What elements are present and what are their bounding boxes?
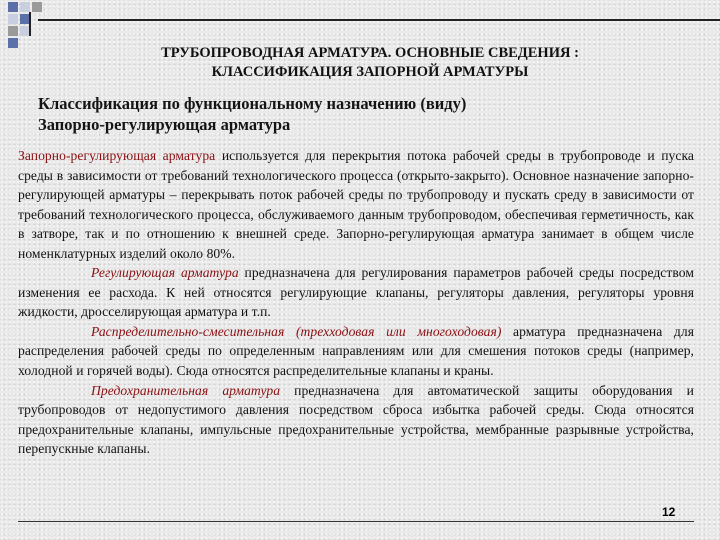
paragraph-safety xyxy=(18,381,694,459)
term-distributing-mixing: Распределительно-смесительная (трехходовая или многоходовая) xyxy=(91,323,502,339)
paragraph-regulating xyxy=(18,263,694,322)
section-heading xyxy=(38,93,698,135)
paragraph-text: арматура предназначена для распределения рабочей среды по определенным направлениям или для смешения потоков среды (например, холодной и горячей воды). Сюда относятся распределительные клапаны и краны. xyxy=(18,323,694,379)
header-rule xyxy=(38,19,720,21)
paragraph-text: предназначена для автоматической защиты оборудования и трубопроводов от недопустимого давления посредством сброса избытка рабочей среды. Сюда относятся предохранительные клапаны, импульсные предохранительные устройства, мембранные разрывные устройства, перепускные клапаны. xyxy=(18,382,694,457)
term-regulating: Регулирующая арматура xyxy=(91,265,239,281)
section-heading-line: Классификация по функциональному назначению (виду) xyxy=(38,94,467,113)
deco-square xyxy=(8,14,18,24)
deco-square xyxy=(20,2,30,12)
body-text xyxy=(18,146,694,459)
paragraph-text: используется для перекрытия потока рабочей среды в трубопроводе и пуска среды в зависимости от требований технологического процесса (открыто-закрыто). Основное назначение запорно-регулирующей арматуры – перекрывать поток рабочей среды по трубопроводу и пускать среду в зависимости от требований технологического процесса, обслуживаемого данным трубопроводом, обеспечивая герметичность, как в затворе, так и по отношению к внешней среде. Запорно-регулирующая арматура занимает в общем числе номенклатурных изделий около 80%. xyxy=(18,148,695,261)
deco-square xyxy=(32,2,42,12)
term-locking-regulating: Запорно-регулирующая арматура xyxy=(18,148,216,163)
slide-title-line: КЛАССИФИКАЦИЯ ЗАПОРНОЙ АРМАТУРЫ xyxy=(211,64,529,80)
deco-square xyxy=(8,38,18,48)
deco-square xyxy=(8,2,18,12)
header-vertical-rule xyxy=(29,12,31,36)
deco-square xyxy=(8,26,18,36)
section-heading-line: Запорно-регулирующая арматура xyxy=(38,115,291,134)
slide-title xyxy=(60,44,680,82)
slide-title-line: ТРУБОПРОВОДНАЯ АРМАТУРА. ОСНОВНЫЕ СВЕДЕНИЯ : xyxy=(161,45,579,61)
paragraph-distributing-mixing xyxy=(18,322,694,381)
paragraph-locking-regulating xyxy=(18,146,694,263)
paragraph-text: предназначена для регулирования параметров рабочей среды посредством изменения ее расхода. К ней относятся регулирующие клапаны, регуляторы давления, регуляторы уровня жидкости, дросселирующая арматура и т.п. xyxy=(18,265,695,320)
term-safety: Предохранительная арматура xyxy=(91,382,281,398)
footer-rule xyxy=(18,521,694,522)
page-number: 12 xyxy=(662,505,676,519)
